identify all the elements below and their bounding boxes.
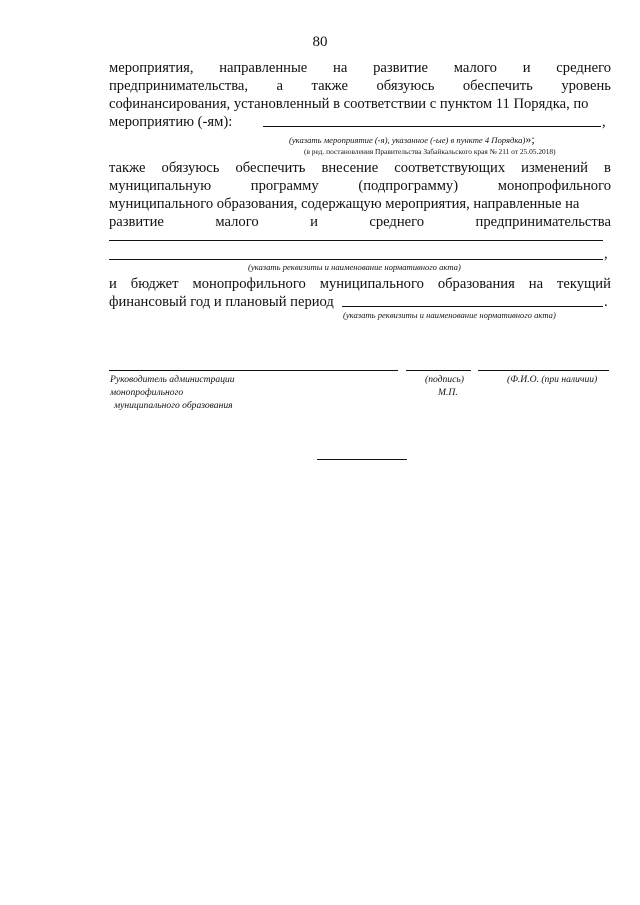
- signature-sign-label: (подпись): [425, 374, 464, 385]
- word: и: [109, 276, 117, 292]
- comma: ,: [602, 114, 606, 130]
- word: на: [333, 60, 348, 76]
- para2-line1: [109, 160, 611, 176]
- word: монопрофильного: [497, 178, 611, 194]
- word: муниципального: [319, 276, 424, 292]
- word: монопрофильного: [192, 276, 306, 292]
- word: а: [276, 78, 284, 94]
- measure-label: мероприятию (-ям):: [109, 114, 233, 130]
- word: уровень: [561, 78, 611, 94]
- period-label: финансовый год и плановый период: [109, 294, 334, 310]
- quote-end: »;: [525, 132, 535, 146]
- word: внесение: [321, 160, 379, 176]
- act-hint: (указать реквизиты и наименование нормативного акта): [248, 262, 461, 272]
- para1-line3: софинансирования, установленный в соответствии с пунктом 11 Порядка, по: [109, 96, 589, 112]
- para3-line1: [109, 276, 611, 292]
- period-blank: [342, 294, 603, 307]
- word: предпринимательства: [475, 214, 611, 230]
- signature-line-fio: [478, 370, 609, 371]
- word: также: [311, 78, 349, 94]
- signature-line-sign: [406, 370, 471, 371]
- period-end: .: [604, 294, 608, 310]
- word: малого: [453, 60, 497, 76]
- budget-hint: (указать реквизиты и наименование нормативного акта): [343, 310, 556, 320]
- word: предпринимательства,: [109, 78, 249, 94]
- word: направленные: [219, 60, 308, 76]
- word: мероприятия,: [109, 60, 194, 76]
- para2-line3: муниципального образования, содержащую мероприятия, направленные на: [109, 196, 580, 212]
- edition-note: (в ред. постановления Правительства Забайкальского края № 211 от 25.05.2018): [304, 147, 556, 156]
- word: развитие: [109, 214, 164, 230]
- hint-text: (указать мероприятие (-я), указанное (-ые) в пункте 4 Порядка): [289, 135, 526, 145]
- word: образования: [437, 276, 515, 292]
- word: среднего: [369, 214, 425, 230]
- word: развитие: [373, 60, 428, 76]
- word: и: [522, 60, 531, 76]
- page-number: 80: [312, 34, 328, 50]
- para1-line2: [109, 78, 611, 94]
- para2-line4: [109, 214, 611, 230]
- comma: ,: [604, 246, 608, 262]
- word: также: [109, 160, 146, 176]
- word: и: [310, 214, 318, 230]
- para2-line2: [109, 178, 611, 194]
- word: обеспечить: [235, 160, 306, 176]
- measure-blank: [263, 114, 601, 127]
- word: среднего: [556, 60, 611, 76]
- word: на: [528, 276, 544, 292]
- para1-line1: [109, 60, 611, 76]
- word: изменений: [521, 160, 588, 176]
- word: обеспечить: [462, 78, 533, 94]
- signature-line-head: [109, 370, 398, 371]
- word: обязуюсь: [376, 78, 435, 94]
- signature-fio-label: (Ф.И.О. (при наличии): [507, 374, 598, 385]
- word: программу: [250, 178, 319, 194]
- measure-hint: [289, 134, 535, 145]
- signature-head-line2: монопрофильного: [110, 387, 184, 398]
- word: в: [604, 160, 611, 176]
- word: обязуюсь: [161, 160, 220, 176]
- word: малого: [215, 214, 259, 230]
- end-divider: [317, 459, 407, 460]
- act-blank-line-2: [109, 259, 603, 260]
- para3-line2: [109, 294, 611, 310]
- para1-line4: [109, 114, 611, 130]
- word: (подпрограмму): [358, 178, 459, 194]
- word: соответствующих: [394, 160, 506, 176]
- signature-head-line3: муниципального образования: [114, 400, 233, 411]
- word: муниципальную: [109, 178, 212, 194]
- stamp-label: М.П.: [438, 387, 458, 398]
- word: текущий: [557, 276, 611, 292]
- word: бюджет: [130, 276, 179, 292]
- act-blank-line-1: [109, 240, 603, 241]
- signature-head-line1: Руководитель администрации: [110, 374, 235, 385]
